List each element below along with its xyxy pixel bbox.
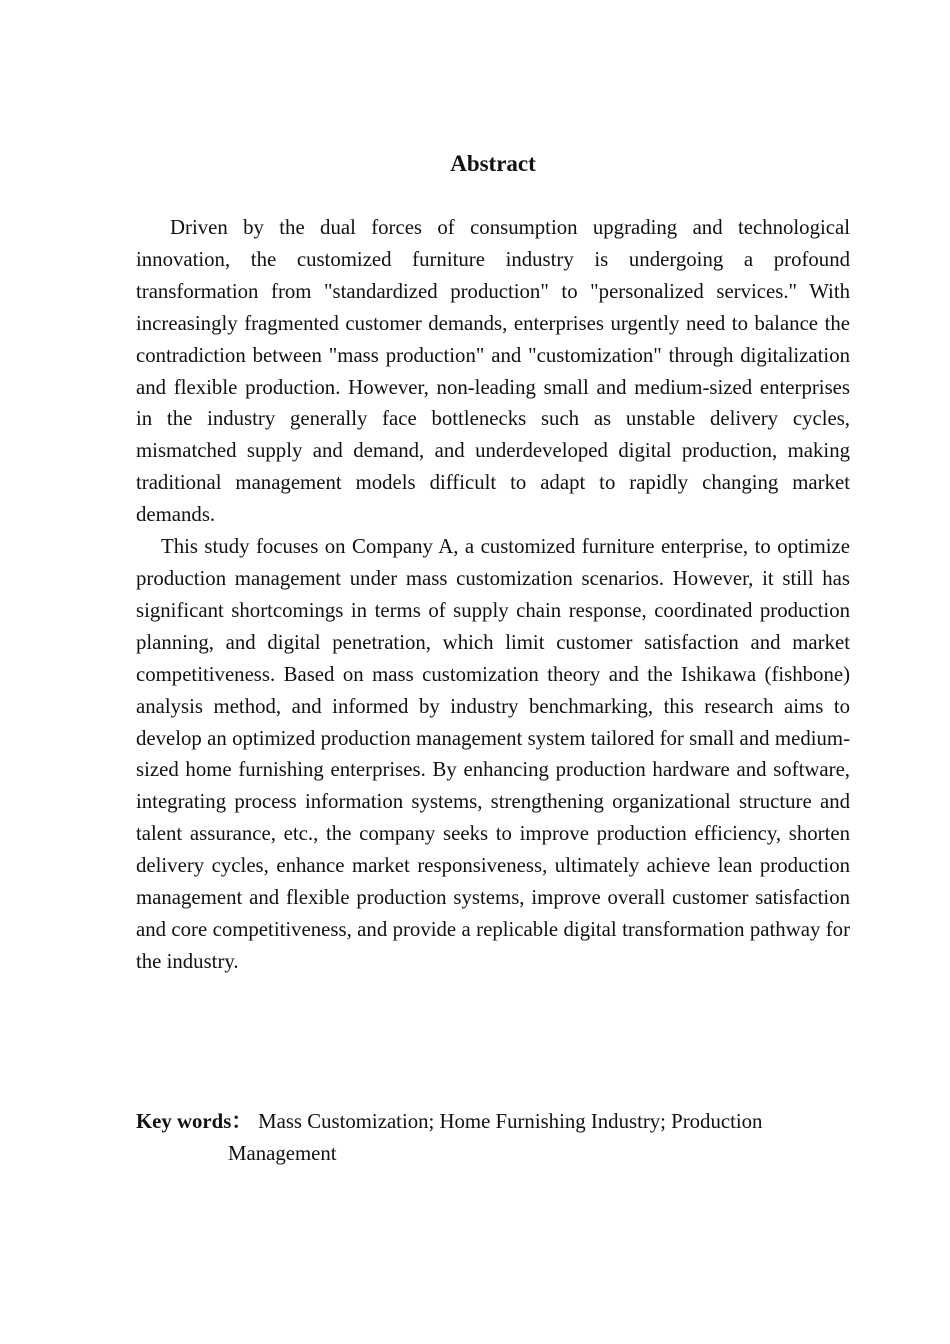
abstract-paragraph-2: This study focuses on Company A, a customized furniture enterprise, to optimize production management under mass customization scenarios. However, it still has significant shortcomings in terms of supply chain response, coordinated production planning, and digital penetration, which limit customer satisfaction and market competitiveness. Based on mass customization theory and the Ishikawa (fishbone) analysis method, and informed by industry benchmarking, this research aims to develop an optimized production management system tailored for small and medium-sized home furnishing enterprises. By enhancing production hardware and software, integrating process information systems, strengthening organizational structure and talent assurance, etc., the company seeks to improve production efficiency, shorten delivery cycles, enhance market responsiveness, ultimately achieve lean production management and flexible production systems, improve overall customer satisfaction and core competitiveness, and provide a replicable digital transformation pathway for the industry.: [136, 535, 850, 973]
keywords-label: Key words: [136, 1110, 232, 1133]
keywords-value: Mass Customization; Home Furnishing Industry; Production Management: [228, 1110, 763, 1165]
abstract-body: [136, 212, 850, 978]
keywords-separator: ：: [231, 1110, 253, 1133]
abstract-paragraph-1: Driven by the dual forces of consumption upgrading and technological innovation, the customized furniture industry is undergoing a profound transformation from "standardized production" to "personalized services." With increasingly fragmented customer demands, enterprises urgently need to balance the contradiction between "mass production" and "customization" through digitalization and flexible production. However, non-leading small and medium-sized enterprises in the industry generally face bottlenecks such as unstable delivery cycles, mismatched supply and demand, and underdeveloped digital production, making traditional management models difficult to adapt to rapidly changing market demands.: [136, 216, 850, 527]
abstract-title: Abstract: [450, 151, 536, 176]
keywords-line: [136, 1106, 850, 1169]
